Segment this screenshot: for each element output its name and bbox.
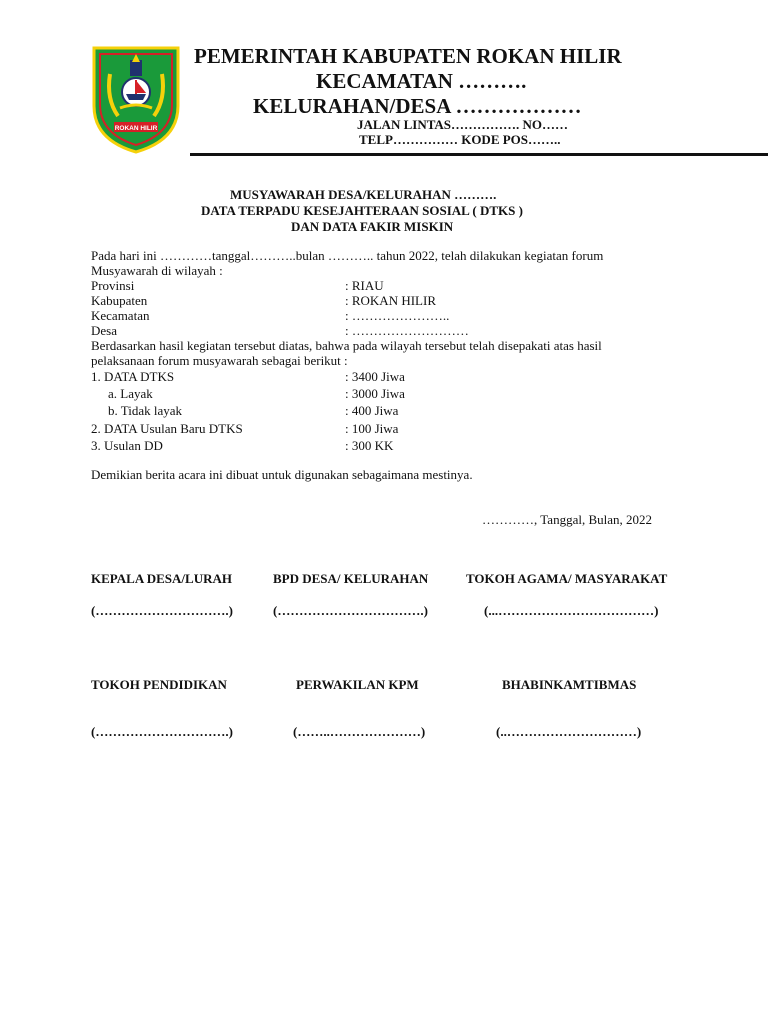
field-label: Provinsi <box>91 278 135 293</box>
item-value: : 300 KK <box>345 438 394 453</box>
field-value: : ROKAN HILIR <box>345 293 436 308</box>
letterhead-phone: TELP…………… KODE POS…….. <box>359 132 561 147</box>
item-label: 2. DATA Usulan Baru DTKS <box>91 421 243 436</box>
closing-statement: Demikian berita acara ini dibuat untuk digunakan sebagaimana mestinya. <box>91 467 473 482</box>
document-title-2: DATA TERPADU KESEJAHTERAAN SOSIAL ( DTKS ) <box>201 203 523 218</box>
document-title-3: DAN DATA FAKIR MISKIN <box>291 219 454 234</box>
signature-title: BPD DESA/ KELURAHAN <box>273 571 429 586</box>
item-value: : 3400 Jiwa <box>345 369 405 384</box>
signature-title: TOKOH PENDIDIKAN <box>91 677 227 692</box>
rokan-hilir-emblem-logo <box>90 44 182 154</box>
result-line-2: pelaksanaan forum musyawarah sebagai berikut : <box>91 353 348 368</box>
signature-title: KEPALA DESA/LURAH <box>91 571 232 586</box>
signature-blank: (…………………………….) <box>273 603 428 618</box>
item-value: : 400 Jiwa <box>345 403 399 418</box>
result-line-1: Berdasarkan hasil kegiatan tersebut diatas, bahwa pada wilayah tersebut telah disepakati atas hasil <box>91 338 602 353</box>
item-label: a. Layak <box>108 386 153 401</box>
signature-title: BHABINKAMTIBMAS <box>502 677 637 692</box>
field-label: Kabupaten <box>91 293 148 308</box>
field-value: : ……………………… <box>345 323 469 338</box>
field-value: : RIAU <box>345 278 384 293</box>
signature-blank: (……..…………………) <box>293 724 426 739</box>
letterhead-kecamatan: KECAMATAN ………. <box>316 69 527 93</box>
intro-line-2: Musyawarah di wilayah : <box>91 263 223 278</box>
letterhead-divider <box>190 153 768 156</box>
document-title-1: MUSYAWARAH DESA/KELURAHAN ………. <box>230 187 497 202</box>
letterhead-government: PEMERINTAH KABUPATEN ROKAN HILIR <box>194 44 622 68</box>
letterhead-address: JALAN LINTAS……………. NO…… <box>357 117 569 132</box>
item-label: 3. Usulan DD <box>91 438 163 453</box>
item-label: b. Tidak layak <box>108 403 183 418</box>
intro-line-1: Pada hari ini …………tanggal………..bulan ……….. tahun 2022, telah dilakukan kegiatan forum <box>91 248 604 263</box>
signature-title: TOKOH AGAMA/ MASYARAKAT <box>466 571 668 586</box>
item-value: : 3000 Jiwa <box>345 386 405 401</box>
field-label: Desa <box>91 323 117 338</box>
signature-blank: (………………………….) <box>91 724 233 739</box>
letterhead-kelurahan: KELURAHAN/DESA ……………… <box>253 94 582 118</box>
item-label: 1. DATA DTKS <box>91 369 175 384</box>
signature-blank: (………………………….) <box>91 603 233 618</box>
field-value: : ………………….. <box>345 308 450 323</box>
item-value: : 100 Jiwa <box>345 421 399 436</box>
date-line: …………, Tanggal, Bulan, 2022 <box>482 512 653 527</box>
field-label: Kecamatan <box>91 308 150 323</box>
logo-text: ROKAN HILIR <box>114 125 158 132</box>
signature-blank: (...………………………………) <box>484 603 659 618</box>
signature-blank: (..…………………………) <box>496 724 642 739</box>
signature-title: PERWAKILAN KPM <box>296 677 419 692</box>
